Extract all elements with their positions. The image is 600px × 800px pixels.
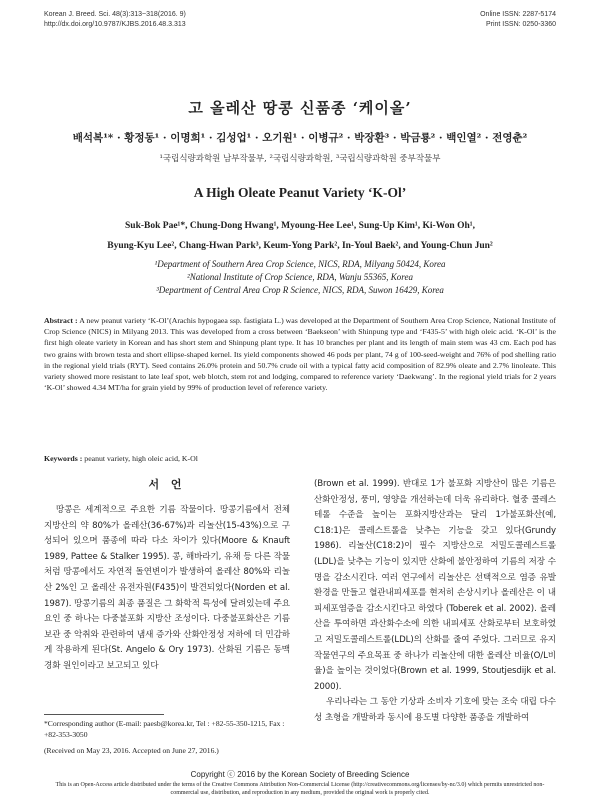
abstract-text: A new peanut variety ‘K-Ol’(Arachis hypogaea ssp. fastigiata L.) was developed at the Department of Southern Area Crop Science, National Institute of Crop Science (NICS) in Milyang 2013. This was developed from a cross between ‘Baekseon’ with Shinpung type and ‘F435-5’ with high oleic acid. ‘K-Ol’ is the first high oleate variety in Korean and has short stem and Shinpung plant type. It has 10 branches per plant and its length of main stem was 43 cm. Each pod has two grains with brown testa and short ellipse-shaped kernel. Its yield components showed 46 pods per plant, 74 g of 100-seed-weight and 76% of pod shelling ratio in the regional yield trials (RYT). Seed contains 26.0% protein and 50.7% crude oil with a typical fatty acid composition of 82.9% oleate and 2.7% linoleate. This variety showed more resistant to late leaf spot, web blotch, stem rot and lodging, compared to reference variety ‘Daekwang’. In the regional yield trials for 2 years ‘K-Ol’ showed 4.34 MT/ha for grain yield by 99% of production level of reference variety.: [44, 316, 556, 393]
english-authors-line1: Suk-Bok Pae¹*, Chung-Dong Hwang¹, Myoung-Hee Lee¹, Sung-Up Kim¹, Ki-Won Oh¹,: [125, 221, 475, 231]
footnote-divider: [44, 714, 164, 715]
keywords-text: peanut variety, high oleic acid, K-Ol: [84, 454, 198, 463]
keywords-label: Keywords :: [44, 454, 83, 463]
print-issn: Print ISSN: 0250-3360: [485, 21, 556, 28]
copyright-notice: Copyright ⓒ 2016 by the Korean Society of Breeding Science: [190, 770, 410, 779]
affiliation-2: ²National Institute of Crop Science, RDA, Wanju 55365, Korea: [187, 272, 413, 282]
korean-affiliations: ¹국립식량과학원 남부작물부, ²국립식량과학원, ³국립식량과학원 중부작물부: [159, 154, 441, 164]
journal-header: [44, 10, 186, 30]
intro-paragraph-1: 땅콩은 세계적으로 주요한 기름 작물이다. 땅콩기름에서 전체 지방산의 약 80%가 올레산(36-67%)과 리놀산(15-43%)으로 구성되어 있으며 품종에 따라 다소 차이가 있다(Moore & Knauft 1989, Pattee & Stalker 1995). 콩, 해바라기, 유채 등 다른 작물처럼 땅콩에서도 자연적 돌연변이가 발생하여 올레산 80%와 리놀산 2%인 고 올레산 유전자원(F435)이 발견되었다(Norden et al. 1987). 땅콩기름의 최종 품질은 그 화학적 특성에 달려있는데 주요 요인 중 하나는 다중불포화 지방산 조성이다. 다중불포화산은 기름 보관 중 악취와 관련하여 냄새 증가와 산화안정성 저하에 더 민감하게 작용하게 된다(St. Angelo & Ory 1973). 산화된 기름은 동맥경화 원인이라고 보고되고 있다: [44, 505, 290, 671]
body-column-right: [314, 477, 556, 727]
journal-citation: Korean J. Breed. Sci. 48(3):313~318(2016. 9): [44, 11, 186, 18]
english-title: A High Oleate Peanut Variety ‘K-Ol’: [193, 185, 407, 200]
doi-link[interactable]: http://dx.doi.org/10.9787/KJBS.2016.48.3.313: [44, 21, 186, 28]
affiliation-1: ¹Department of Southern Area Crop Science, NICS, RDA, Milyang 50424, Korea: [154, 259, 446, 269]
english-authors: [60, 216, 540, 256]
online-issn: Online ISSN: 2287-5174: [480, 11, 556, 18]
korean-title: 고 올레산 땅콩 신품종 ‘케이올’: [188, 99, 412, 117]
english-affiliations: [0, 258, 600, 297]
section-heading-intro: 서 언: [148, 478, 186, 491]
intro-paragraph-2: (Brown et al. 1999). 반대로 1가 불포화 지방산이 많은 기름은 산화안정성, 풍미, 영양을 개선하는데 더욱 유리하다. 혈중 콜레스테롤 수준을 높이는 포화지방산과는 달리 1가불포화산(예, C18:1)은 콜레스트롤을 낮추는 기능을 갖고 있다(Grundy 1986). 리놀산(C18:2)이 필수 지방산으로 저밀도콜레스트롤(LDL)을 낮추는 기능이 있지만 산화에 불안정하여 기름의 저장 수명을 감소시킨다. 여러 연구에서 리놀산은 선택적으로 염증 유발환경을 만들고 혈관내피세포를 현저히 손상시키나 올레산은 이 내피세포염증을 감소시킨다고 하였다 (Toberek et al. 2002). 올레산을 투여하면 과산화수소에 의한 내피세포 산화로부터 보호하였고 저밀도콜레스트롤(LDL)의 산화를 줄여 주었다. 그러므로 유지작물연구의 주요목표 중 하나가 리놀산에 대한 올레산 비율(O/L비율)을 높이는 것이었다(Brown et al. 1999, Stoutjesdijk et al. 2000).: [314, 479, 556, 692]
english-authors-line2: Byung-Kyu Lee², Chang-Hwan Park³, Keum-Yong Park², In-Youl Baek², and Young-Chun Jun²: [107, 241, 493, 251]
abstract-label: Abstract :: [44, 316, 78, 325]
korean-authors: 배석복¹* · 황정동¹ · 이명희¹ · 김성업¹ · 오기원¹ · 이병규² · 박장환³ · 박금룡² · 백인열² · 전영춘²: [72, 132, 528, 144]
received-dates: (Received on May 23, 2016. Accepted on June 27, 2016.): [44, 746, 219, 755]
body-column-left: [44, 477, 290, 675]
license-notice: This is an Open-Access article distributed under the terms of the Creative Commons Attribution Non-Commercial License (http://creativecommons.org/licenses/by-nc/3.0) which permits unrestricted non-commercial use, distribution, and reproduction in any medium, provided the original work is properly cited.: [55, 782, 545, 796]
keywords: [44, 454, 556, 463]
intro-paragraph-3: 우리나라는 그 동안 기상과 소비자 기호에 맞는 조숙 대립 다수성 초형을 개발하과 동시에 용도별 다양한 품종을 개발하여: [314, 697, 556, 723]
corresponding-author-footnote: *Corresponding author (E-mail: paesb@korea.kr, Tel : +82-55-350-1215, Fax : +82-353-3050: [44, 719, 285, 739]
affiliation-3: ³Department of Central Area Crop R Science, NICS, RDA, Suwon 16429, Korea: [156, 285, 444, 295]
issn-header: [480, 10, 556, 30]
abstract: [44, 315, 556, 393]
